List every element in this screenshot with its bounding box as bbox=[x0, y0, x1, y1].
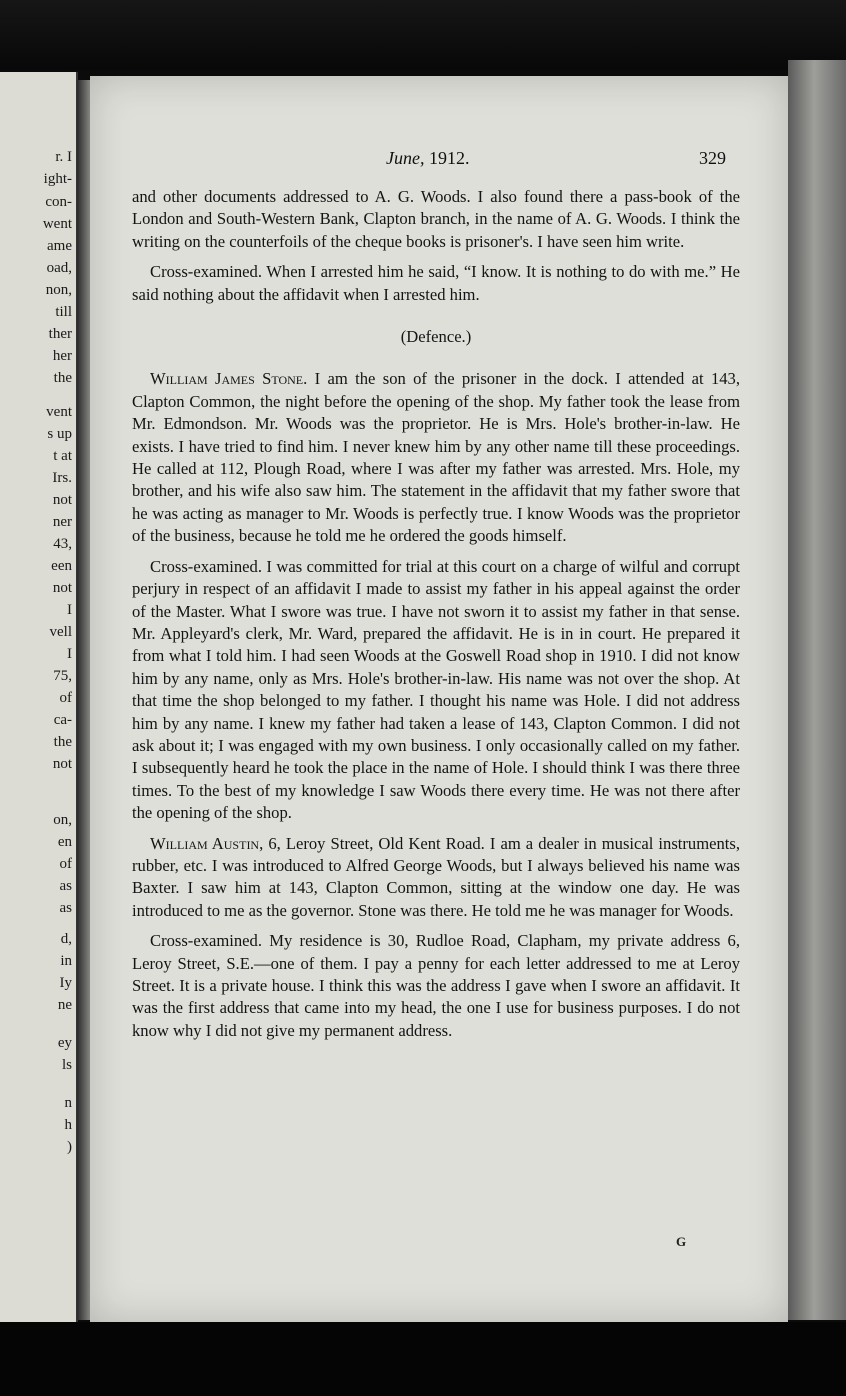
facing-page-word: of bbox=[59, 856, 72, 872]
facing-page-word: as bbox=[59, 878, 72, 894]
facing-page-word: went bbox=[42, 216, 72, 232]
facing-page-word: 75, bbox=[53, 668, 72, 684]
facing-page-word: d, bbox=[60, 931, 72, 947]
facing-page-word: on, bbox=[53, 812, 72, 828]
facing-page-word: the bbox=[53, 734, 72, 750]
facing-page-word: I bbox=[67, 602, 72, 618]
paragraph bbox=[132, 368, 740, 547]
paragraph: Cross-examined. When I arrested him he said, “I know. It is nothing to do with me.” He said nothing about the affidavit when I arrested him. bbox=[132, 262, 740, 304]
facing-page-word: ner bbox=[52, 514, 72, 530]
facing-page-word: r. I bbox=[55, 149, 72, 165]
facing-page-word: not bbox=[52, 756, 72, 772]
page-body bbox=[132, 186, 740, 1042]
scan-top-border bbox=[0, 0, 846, 70]
facing-page-word: Irs. bbox=[52, 470, 72, 486]
paragraph-text: 6, Leroy Street, Old Kent Road. I am a dealer in musical instruments, rubber, etc. I was introduced to Alfred George Woods, but I always believed his name was Baxter. I saw him at 143, Clapton Common, sitting at the window one day. He was introduced to me as the governor. Stone was there. He told me he was manager for Woods. bbox=[132, 833, 740, 920]
witness-name: William Austin, bbox=[150, 833, 264, 853]
facing-page-word: ight- bbox=[43, 171, 72, 187]
signature-mark: G bbox=[676, 1234, 687, 1249]
facing-page-word: ne bbox=[57, 997, 72, 1013]
facing-page-fragment bbox=[0, 72, 78, 1322]
book-page bbox=[90, 76, 788, 1322]
running-title-year: 1912. bbox=[428, 148, 470, 168]
paragraph: Cross-examined. My residence is 30, Rudloe Road, Clapham, my private address 6, Leroy Street, S.E.—one of them. I pay a penny for each letter addressed to me at Leroy Street. It is a private house. I think this was the address I gave when I swore an affidavit. It was the first address that came into my head, the one I use for business purposes. I do not know why I did not give my permanent address. bbox=[132, 931, 740, 1040]
facing-page-word: ame bbox=[47, 238, 72, 254]
facing-page-word: con- bbox=[45, 194, 72, 210]
facing-page-word: en bbox=[57, 834, 72, 850]
facing-page-word: ) bbox=[67, 1139, 72, 1155]
facing-page-word: in bbox=[60, 953, 72, 969]
facing-page-word: h bbox=[64, 1117, 72, 1133]
facing-page-word: t at bbox=[53, 448, 72, 464]
facing-page-word: Iy bbox=[59, 975, 72, 991]
paragraph: and other documents addressed to A. G. Woods. I also found there a pass-book of the London and South-Western Bank, Clapton branch, in the name of A. G. Woods. I think the writing on the counterfoils of the cheque books is prisoner's. I have seen him write. bbox=[132, 187, 740, 251]
facing-page-word: I bbox=[67, 646, 72, 662]
facing-page-word: vell bbox=[49, 624, 72, 640]
facing-page-word: een bbox=[51, 558, 72, 574]
paragraph bbox=[132, 833, 740, 923]
facing-page-word: ls bbox=[61, 1057, 72, 1073]
running-header bbox=[90, 148, 788, 170]
facing-page-word: ey bbox=[57, 1035, 72, 1051]
facing-page-word: as bbox=[59, 900, 72, 916]
scan-right-edge bbox=[788, 60, 846, 1320]
running-title-month: June, bbox=[386, 148, 425, 168]
running-title bbox=[386, 148, 469, 169]
facing-page-word: till bbox=[55, 304, 72, 320]
page-number: 329 bbox=[699, 148, 726, 168]
section-heading: (Defence.) bbox=[400, 327, 472, 347]
facing-page-word: n bbox=[64, 1095, 72, 1111]
paragraph: Cross-examined. I was committed for trial at this court on a charge of wilful and corrupt perjury in respect of an affidavit I made to assist my father in his appeal against the order of the Master. What I swore was true. I have not sworn it to assist my father in that sense. Mr. Appleyard's clerk, Mr. Ward, prepared the affidavit. He is in in court. He prepared it from what I told him. I had seen Woods at the Goswell Road shop in 1910. I did not know him by any name, only as Mrs. Hole's brother-in-law. His name was not over the shop. At that time the shop belonged to my father. I thought his name was Hole. I did not address him by any name. I knew my father had taken a lease of 143, Clapton Common. I did not ask about it; I was engaged with my own business. I only occasionally called on my father. I subsequently heard he took the place in the name of Hole. I should think I was there three times. To the best of my knowledge I saw Woods there every time. He was not there after the opening of the shop. bbox=[132, 556, 740, 823]
facing-page-word: not bbox=[52, 492, 72, 508]
facing-page-word: the bbox=[53, 370, 72, 386]
facing-page-word: ther bbox=[48, 326, 72, 342]
facing-page-word: of bbox=[59, 690, 72, 706]
witness-name: William James Stone. bbox=[150, 369, 308, 389]
paragraph-text: I am the son of the prisoner in the dock. I attended at 143, Clapton Common, the night before the opening of the shop. My father took the lease from Mr. Edmondson. Mr. Woods was the proprietor. He is Mrs. Hole's brother-in-law. He exists. I have tried to find him. I never knew him by any other name till these proceedings. He called at 112, Plough Road, where I was after my father was arrested. Mrs. Hole, my brother, and his wife also saw him. The statement in the affidavit that my father swore that he was acting as manager to Mr. Woods is perfectly true. I know Woods was the proprietor of the business, because he told me he ordered the goods himself. bbox=[132, 369, 740, 546]
facing-page-word: non, bbox=[45, 282, 72, 298]
facing-page-word: 43, bbox=[53, 536, 72, 552]
facing-page-word: ca- bbox=[53, 712, 72, 728]
facing-page-word: s up bbox=[47, 426, 72, 442]
scan-bottom-border bbox=[0, 1322, 846, 1396]
facing-page-word: her bbox=[52, 348, 72, 364]
facing-page-word: oad, bbox=[46, 260, 72, 276]
facing-page-word: vent bbox=[46, 404, 72, 420]
facing-page-word: not bbox=[52, 580, 72, 596]
